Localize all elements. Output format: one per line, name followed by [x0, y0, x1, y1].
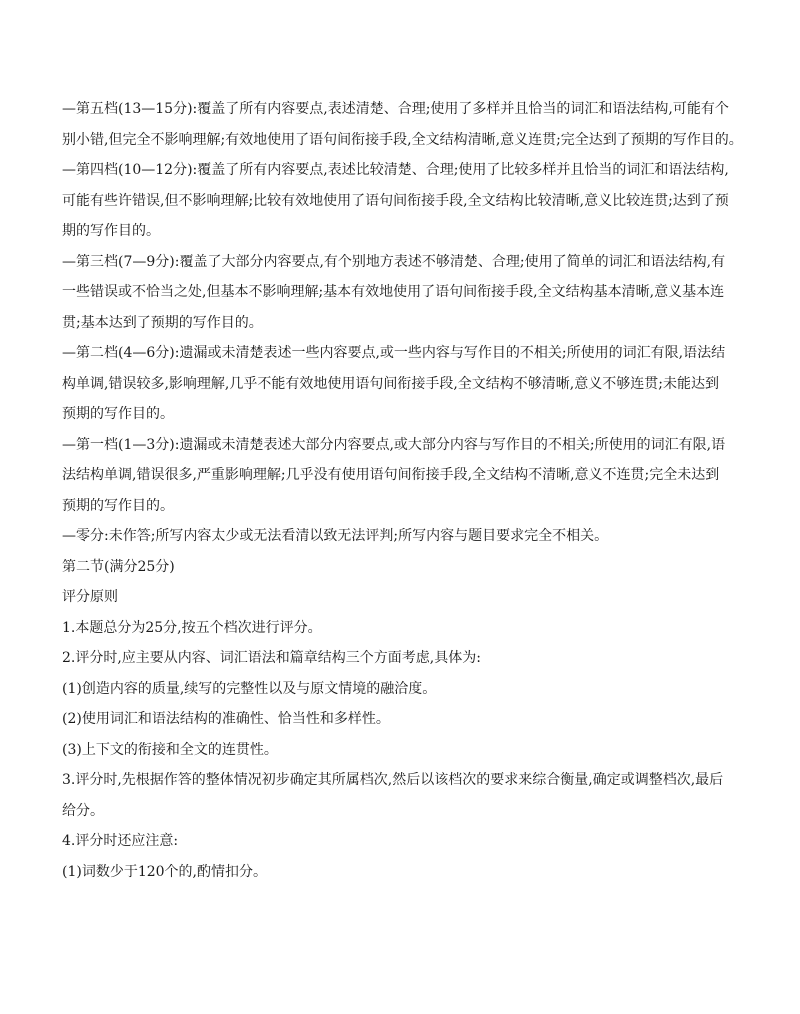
text-line: 3.评分时,先根据作答的整体情况初步确定其所属档次,然后以该档次的要求来综合衡量,确定或调整档次,最后 [62, 772, 724, 788]
text-line: 2.评分时,应主要从内容、词汇语法和篇章结构三个方面考虑,具体为: [62, 650, 481, 666]
text-line: 预期的写作目的。 [62, 406, 174, 422]
subsection-heading: 评分原则 [62, 589, 118, 605]
text-line: (1)词数少于120个的,酌情扣分。 [62, 863, 268, 880]
text-line: 可能有些许错误,但不影响理解;比较有效地使用了语句间衔接手段,全文结构比较清晰,意义比较连贯;达到了预 [62, 192, 729, 209]
text-line: —第一档(1—3分):遗漏或未清楚表述大部分内容要点,或大部分内容与写作目的不相关;所使用的词汇有限,语 [62, 436, 726, 453]
text-line: 构单调,错误较多,影响理解,几乎不能有效地使用语句间衔接手段,全文结构不够清晰,意义不够连贯;未能达到 [62, 375, 719, 392]
text-line: 期的写作目的。 [62, 223, 160, 239]
text-line: 预期的写作目的。 [62, 497, 174, 514]
text-line: 贯;基本达到了预期的写作目的。 [62, 314, 263, 331]
text-line: (1)创造内容的质量,续写的完整性以及与原文情境的融洽度。 [62, 680, 437, 697]
text-line: 给分。 [62, 802, 104, 819]
text-line: 别小错,但完全不影响理解;有效地使用了语句间衔接手段,全文结构清晰,意义连贯;完全达到了预期的写作目的。 [62, 131, 743, 148]
text-line: (3)上下文的衔接和全文的连贯性。 [62, 741, 278, 758]
text-line: —第三档(7—9分):覆盖了大部分内容要点,有个别地方表述不够清楚、合理;使用了简单的词汇和语法结构,有 [62, 253, 726, 270]
text-line: —零分:未作答;所写内容太少或无法看清以致无法评判;所写内容与题目要求完全不相关。 [62, 528, 609, 544]
text-line: 一些错误或不恰当之处,但基本不影响理解;基本有效地使用了语句间衔接手段,全文结构基本清晰,意义基本连 [62, 284, 725, 300]
section-heading: 第二节(满分25分) [62, 558, 175, 575]
text-line: —第四档(10—12分):覆盖了所有内容要点,表述比较清楚、合理;使用了比较多样并且恰当的词汇和语法结构, [62, 162, 729, 178]
text-line: (2)使用词汇和语法结构的准确性、恰当性和多样性。 [62, 711, 390, 727]
document-page [62, 99, 752, 892]
text-line: —第二档(4—6分):遗漏或未清楚表述一些内容要点,或一些内容与写作目的不相关;所使用的词汇有限,语法结 [62, 345, 726, 361]
text-line: —第五档(13—15分):覆盖了所有内容要点,表述清楚、合理;使用了多样并且恰当的词汇和语法结构,可能有个 [62, 101, 729, 117]
text-line: 4.评分时还应注意: [62, 833, 179, 849]
text-line: 1.本题总分为25分,按五个档次进行评分。 [62, 619, 322, 636]
text-line: 法结构单调,错误很多,严重影响理解;几乎没有使用语句间衔接手段,全文结构不清晰,意义不连贯;完全未达到 [62, 467, 720, 483]
